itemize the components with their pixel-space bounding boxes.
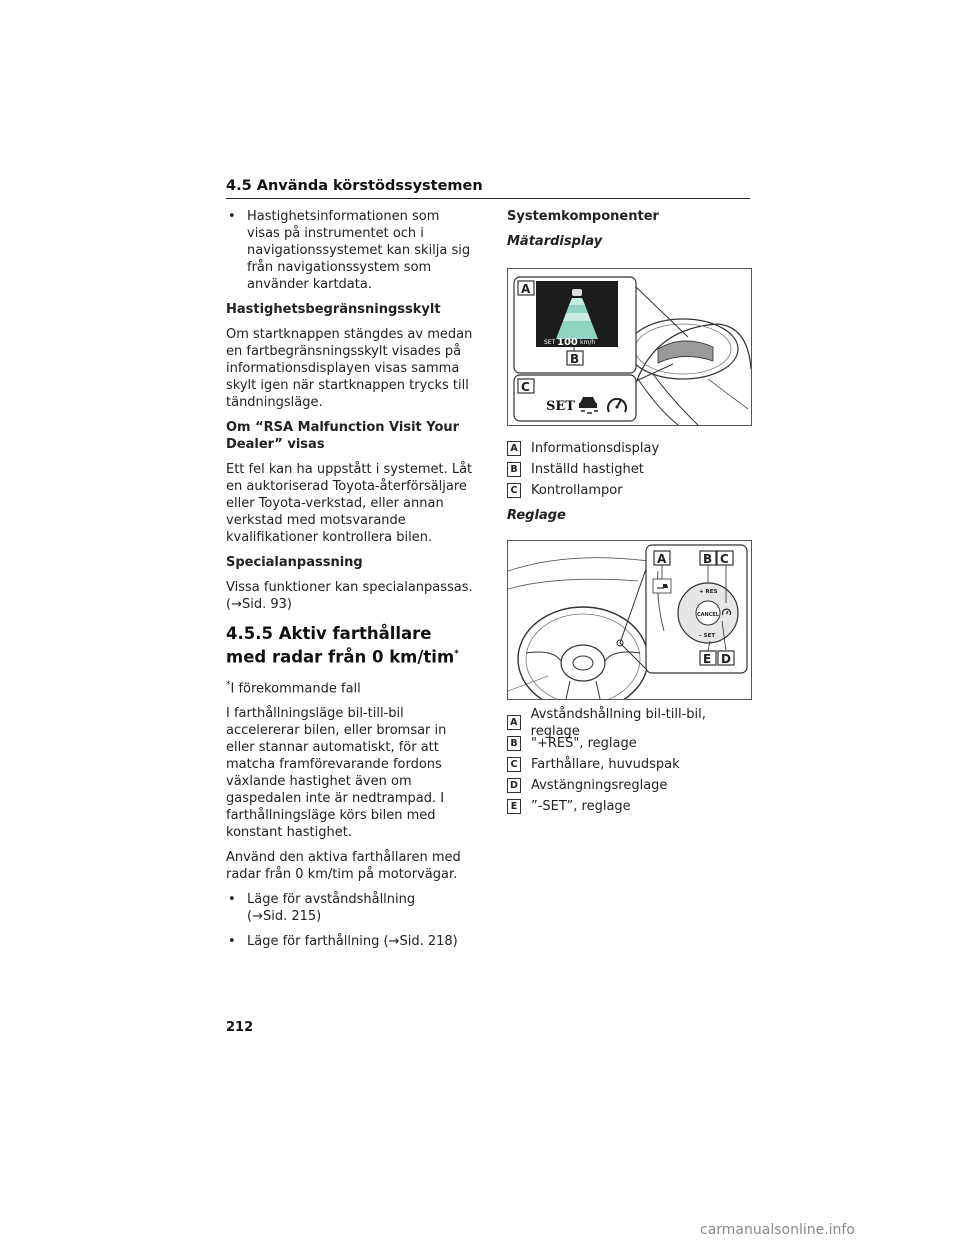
- callout-c: C: [720, 552, 729, 566]
- meter-display-figure: [507, 268, 752, 426]
- set-speed-value: 100: [557, 337, 578, 348]
- section-header: 4.5 Använda körstödssystemen: [226, 178, 483, 194]
- list-item: [226, 933, 476, 950]
- custom-text-line1: Vissa funktioner kan specialanpassas.: [226, 580, 473, 595]
- legend-letter: A: [507, 715, 521, 730]
- section-heading-text: 4.5.5 Aktiv farthållare med radar från 0 km/tim: [226, 624, 455, 667]
- bullet-mark: •: [228, 933, 236, 949]
- list-item: [226, 891, 476, 925]
- right-column: [507, 208, 753, 821]
- legend-item: [507, 480, 753, 501]
- speed-unit: km/h: [580, 339, 596, 346]
- set-indicator: SET: [546, 399, 575, 414]
- callout-c: C: [521, 380, 530, 394]
- page-number: 212: [226, 1020, 254, 1035]
- bullet-page-link[interactable]: (→Sid. 215): [247, 908, 322, 924]
- controls-legend: [507, 706, 753, 817]
- legend-text: Avståndshållning bil-till-bil, reglage: [530, 706, 706, 739]
- header-rule: [226, 198, 750, 199]
- legend-letter: A: [507, 441, 521, 456]
- callout-e: E: [703, 652, 712, 666]
- controls-heading: Reglage: [507, 508, 566, 523]
- bullet-mark: •: [228, 209, 236, 224]
- legend-text: "+RES", reglage: [531, 736, 637, 751]
- custom-heading: Specialanpassning: [226, 555, 363, 570]
- legend-item: [507, 775, 753, 796]
- footnote-text: I förekommande fall: [230, 680, 361, 696]
- sign-heading: Hastighetsbegränsningsskylt: [226, 302, 441, 317]
- legend-text: Avstängningsreglage: [531, 778, 668, 793]
- legend-item: [507, 796, 753, 817]
- callout-b: B: [570, 352, 580, 366]
- meter-legend: [507, 438, 753, 501]
- legend-letter: D: [507, 778, 521, 793]
- callout-a: A: [521, 282, 531, 296]
- section-heading-mark: *: [454, 649, 459, 659]
- legend-item: [507, 438, 753, 459]
- set-small-label: SET: [544, 339, 556, 346]
- callout-d: D: [721, 652, 731, 666]
- footnote-mark: *: [226, 679, 231, 690]
- legend-item: [507, 754, 753, 775]
- legend-text: Informationsdisplay: [531, 441, 660, 456]
- components-heading: Systemkomponenter: [507, 209, 659, 224]
- cancel-label: CANCEL: [697, 612, 719, 618]
- left-column: [226, 208, 476, 958]
- bullet-line-1: Läge för farthållning (→Sid. 218): [247, 933, 458, 949]
- controls-illustration: [508, 541, 751, 699]
- callout-b: B: [703, 552, 713, 566]
- bullet-text: Hastighetsinformationen som visas på instrumentet och i navigationssystemet kan skilja sig från navigationssystem som använder kartdata.: [247, 209, 471, 292]
- legend-letter: B: [507, 462, 521, 477]
- bullet-line-1: Läge för avståndshållning: [247, 891, 416, 907]
- custom-text: [226, 579, 476, 613]
- bullet-mark: •: [228, 891, 236, 907]
- legend-item: [507, 459, 753, 480]
- legend-text: Farthållare, huvudspak: [531, 757, 680, 772]
- section-heading: [226, 623, 476, 668]
- set-label: – SET: [699, 633, 716, 639]
- legend-text: Kontrollampor: [531, 483, 623, 498]
- legend-text: Inställd hastighet: [531, 462, 644, 477]
- res-label: + RES: [699, 589, 718, 595]
- legend-letter: E: [507, 799, 521, 814]
- footnote: [226, 677, 476, 697]
- meter-heading: Mätardisplay: [507, 234, 603, 249]
- malfunction-text: Ett fel kan ha uppstått i systemet. Låt en auktoriserad Toyota-återförsäljare eller Toyota-verkstad, eller annan verkstad med motsvarande kvalifikationer kontrollera bilen.: [226, 462, 473, 545]
- legend-letter: C: [507, 483, 521, 498]
- sign-text: Om startknappen stängdes av medan en fartbegränsningsskylt visades på informationsdisplayen visas samma skylt igen när startknappen trycks till tändningsläge.: [226, 327, 473, 410]
- legend-item: [507, 706, 753, 739]
- custom-page-link[interactable]: (→Sid. 93): [226, 597, 292, 612]
- callout-a: A: [657, 552, 667, 566]
- paragraph-2: Använd den aktiva farthållaren med radar från 0 km/tim på motorvägar.: [226, 849, 461, 882]
- legend-letter: C: [507, 757, 521, 772]
- paragraph-1: I farthållningsläge bil-till-bil accelererar bilen, eller bromsar in eller stannar automatiskt, för att matcha framförevarande fordons växlande hastighet även om gaspedalen inte är nedtrampad. I farthållningsläge körs bilen med konstant hastighet.: [226, 705, 447, 840]
- controls-figure: [507, 540, 752, 700]
- legend-text: ”-SET”, reglage: [531, 799, 631, 814]
- legend-letter: B: [507, 736, 521, 751]
- meter-display-illustration: [508, 269, 751, 425]
- watermark: carmanualsonline.info: [700, 1222, 855, 1238]
- list-item: [226, 208, 476, 293]
- malfunction-heading: Om “RSA Malfunction Visit Your Dealer” visas: [226, 420, 460, 452]
